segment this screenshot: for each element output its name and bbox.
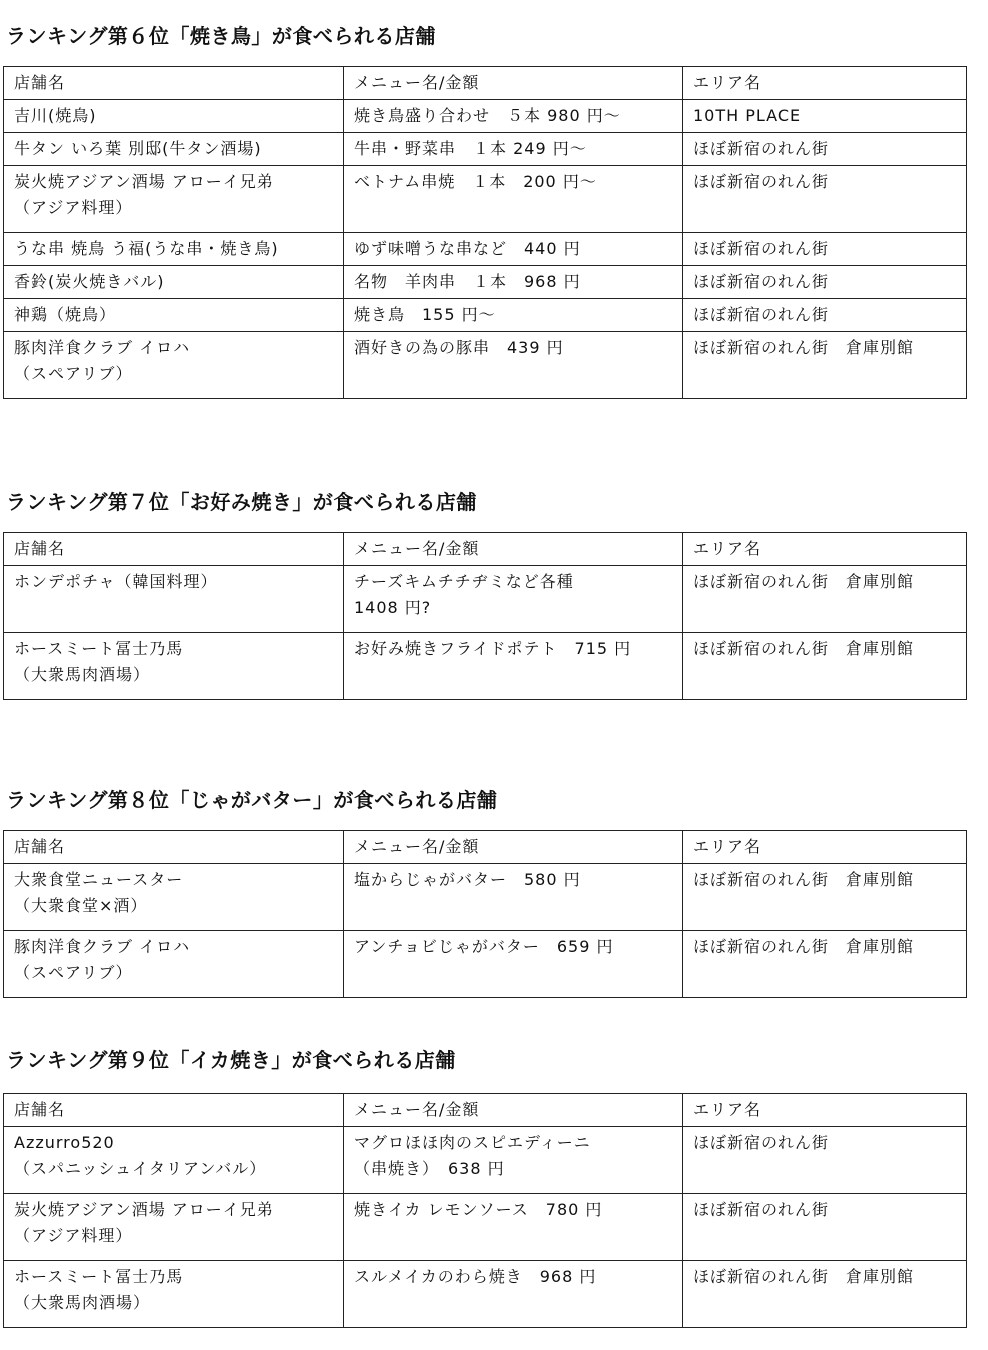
cell-shop-name: 豚肉洋食クラブ イロハ （スペアリブ） [4, 931, 344, 998]
header-area: エリア名 [683, 67, 967, 100]
table-row [4, 266, 967, 299]
header-shop-name: 店舗名 [4, 1094, 344, 1127]
table-row [4, 299, 967, 332]
section-title: ランキング第７位「お好み焼き」が食べられる店舗 [6, 490, 477, 514]
table-row [4, 233, 967, 266]
table-row [4, 166, 967, 233]
cell-shop-name: ホースミート冨士乃馬 （大衆馬肉酒場） [4, 1261, 344, 1328]
table-row [4, 633, 967, 700]
cell-area: ほぼ新宿のれん街 倉庫別館 [683, 931, 967, 998]
cell-area: ほぼ新宿のれん街 [683, 1194, 967, 1261]
cell-menu-price: 名物 羊肉串 １本 968 円 [344, 266, 683, 299]
table-row [4, 100, 967, 133]
cell-area: ほぼ新宿のれん街 [683, 233, 967, 266]
shop-table [3, 532, 967, 700]
cell-menu-price: チーズキムチチヂミなど各種 1408 円? [344, 566, 683, 633]
cell-shop-name: ホンデポチャ（韓国料理） [4, 566, 344, 633]
cell-shop-name: うな串 焼鳥 う福(うな串・焼き鳥) [4, 233, 344, 266]
table-row [4, 566, 967, 633]
cell-shop-name: ホースミート冨士乃馬 （大衆馬肉酒場） [4, 633, 344, 700]
cell-menu-price: 焼き鳥 155 円～ [344, 299, 683, 332]
cell-area: ほぼ新宿のれん街 倉庫別館 [683, 633, 967, 700]
cell-area: ほぼ新宿のれん街 [683, 299, 967, 332]
header-area: エリア名 [683, 1094, 967, 1127]
cell-menu-price: ゆず味噌うな串など 440 円 [344, 233, 683, 266]
cell-area: ほぼ新宿のれん街 倉庫別館 [683, 1261, 967, 1328]
header-area: エリア名 [683, 831, 967, 864]
table-header-row [4, 533, 967, 566]
section-title: ランキング第８位「じゃがバター」が食べられる店舗 [6, 788, 498, 812]
cell-area: ほぼ新宿のれん街 [683, 1127, 967, 1194]
cell-area: ほぼ新宿のれん街 倉庫別館 [683, 864, 967, 931]
cell-area: ほぼ新宿のれん街 倉庫別館 [683, 566, 967, 633]
table-row [4, 931, 967, 998]
table-row [4, 1194, 967, 1261]
cell-area: 10TH PLACE [683, 100, 967, 133]
table-header-row [4, 831, 967, 864]
header-menu-price: メニュー名/金額 [344, 831, 683, 864]
header-shop-name: 店舗名 [4, 533, 344, 566]
cell-shop-name: 大衆食堂ニュースター （大衆食堂×酒） [4, 864, 344, 931]
section-title: ランキング第６位「焼き鳥」が食べられる店舗 [6, 24, 436, 48]
header-shop-name: 店舗名 [4, 831, 344, 864]
table-row [4, 1127, 967, 1194]
cell-menu-price: 焼きイカ レモンソース 780 円 [344, 1194, 683, 1261]
cell-menu-price: スルメイカのわら焼き 968 円 [344, 1261, 683, 1328]
cell-shop-name: Azzurro520 （スパニッシュイタリアンバル） [4, 1127, 344, 1194]
header-shop-name: 店舗名 [4, 67, 344, 100]
cell-shop-name: 香鈴(炭火焼きバル) [4, 266, 344, 299]
cell-area: ほぼ新宿のれん街 [683, 166, 967, 233]
cell-menu-price: 焼き鳥盛り合わせ ５本 980 円～ [344, 100, 683, 133]
cell-area: ほぼ新宿のれん街 倉庫別館 [683, 332, 967, 399]
cell-menu-price: マグロほほ肉のスピエディーニ （串焼き） 638 円 [344, 1127, 683, 1194]
cell-shop-name: 牛タン いろ葉 別邸(牛タン酒場) [4, 133, 344, 166]
shop-table [3, 1093, 967, 1328]
cell-menu-price: ベトナム串焼 １本 200 円～ [344, 166, 683, 233]
table-header-row [4, 1094, 967, 1127]
cell-menu-price: 酒好きの為の豚串 439 円 [344, 332, 683, 399]
cell-menu-price: 塩からじゃがバター 580 円 [344, 864, 683, 931]
cell-shop-name: 吉川(焼鳥) [4, 100, 344, 133]
section-title: ランキング第９位「イカ焼き」が食べられる店舗 [6, 1048, 456, 1072]
header-area: エリア名 [683, 533, 967, 566]
header-menu-price: メニュー名/金額 [344, 533, 683, 566]
cell-shop-name: 炭火焼アジアン酒場 アローイ兄弟 （アジア料理） [4, 1194, 344, 1261]
cell-shop-name: 炭火焼アジアン酒場 アローイ兄弟 （アジア料理） [4, 166, 344, 233]
table-row [4, 1261, 967, 1328]
cell-area: ほぼ新宿のれん街 [683, 266, 967, 299]
cell-shop-name: 神鶏（焼鳥） [4, 299, 344, 332]
header-menu-price: メニュー名/金額 [344, 67, 683, 100]
table-row [4, 332, 967, 399]
table-row [4, 133, 967, 166]
shop-table [3, 66, 967, 399]
table-header-row [4, 67, 967, 100]
table-row [4, 864, 967, 931]
cell-menu-price: アンチョビじゃがバター 659 円 [344, 931, 683, 998]
shop-table [3, 830, 967, 998]
header-menu-price: メニュー名/金額 [344, 1094, 683, 1127]
cell-area: ほぼ新宿のれん街 [683, 133, 967, 166]
cell-shop-name: 豚肉洋食クラブ イロハ （スペアリブ） [4, 332, 344, 399]
cell-menu-price: お好み焼きフライドポテト 715 円 [344, 633, 683, 700]
cell-menu-price: 牛串・野菜串 １本 249 円～ [344, 133, 683, 166]
